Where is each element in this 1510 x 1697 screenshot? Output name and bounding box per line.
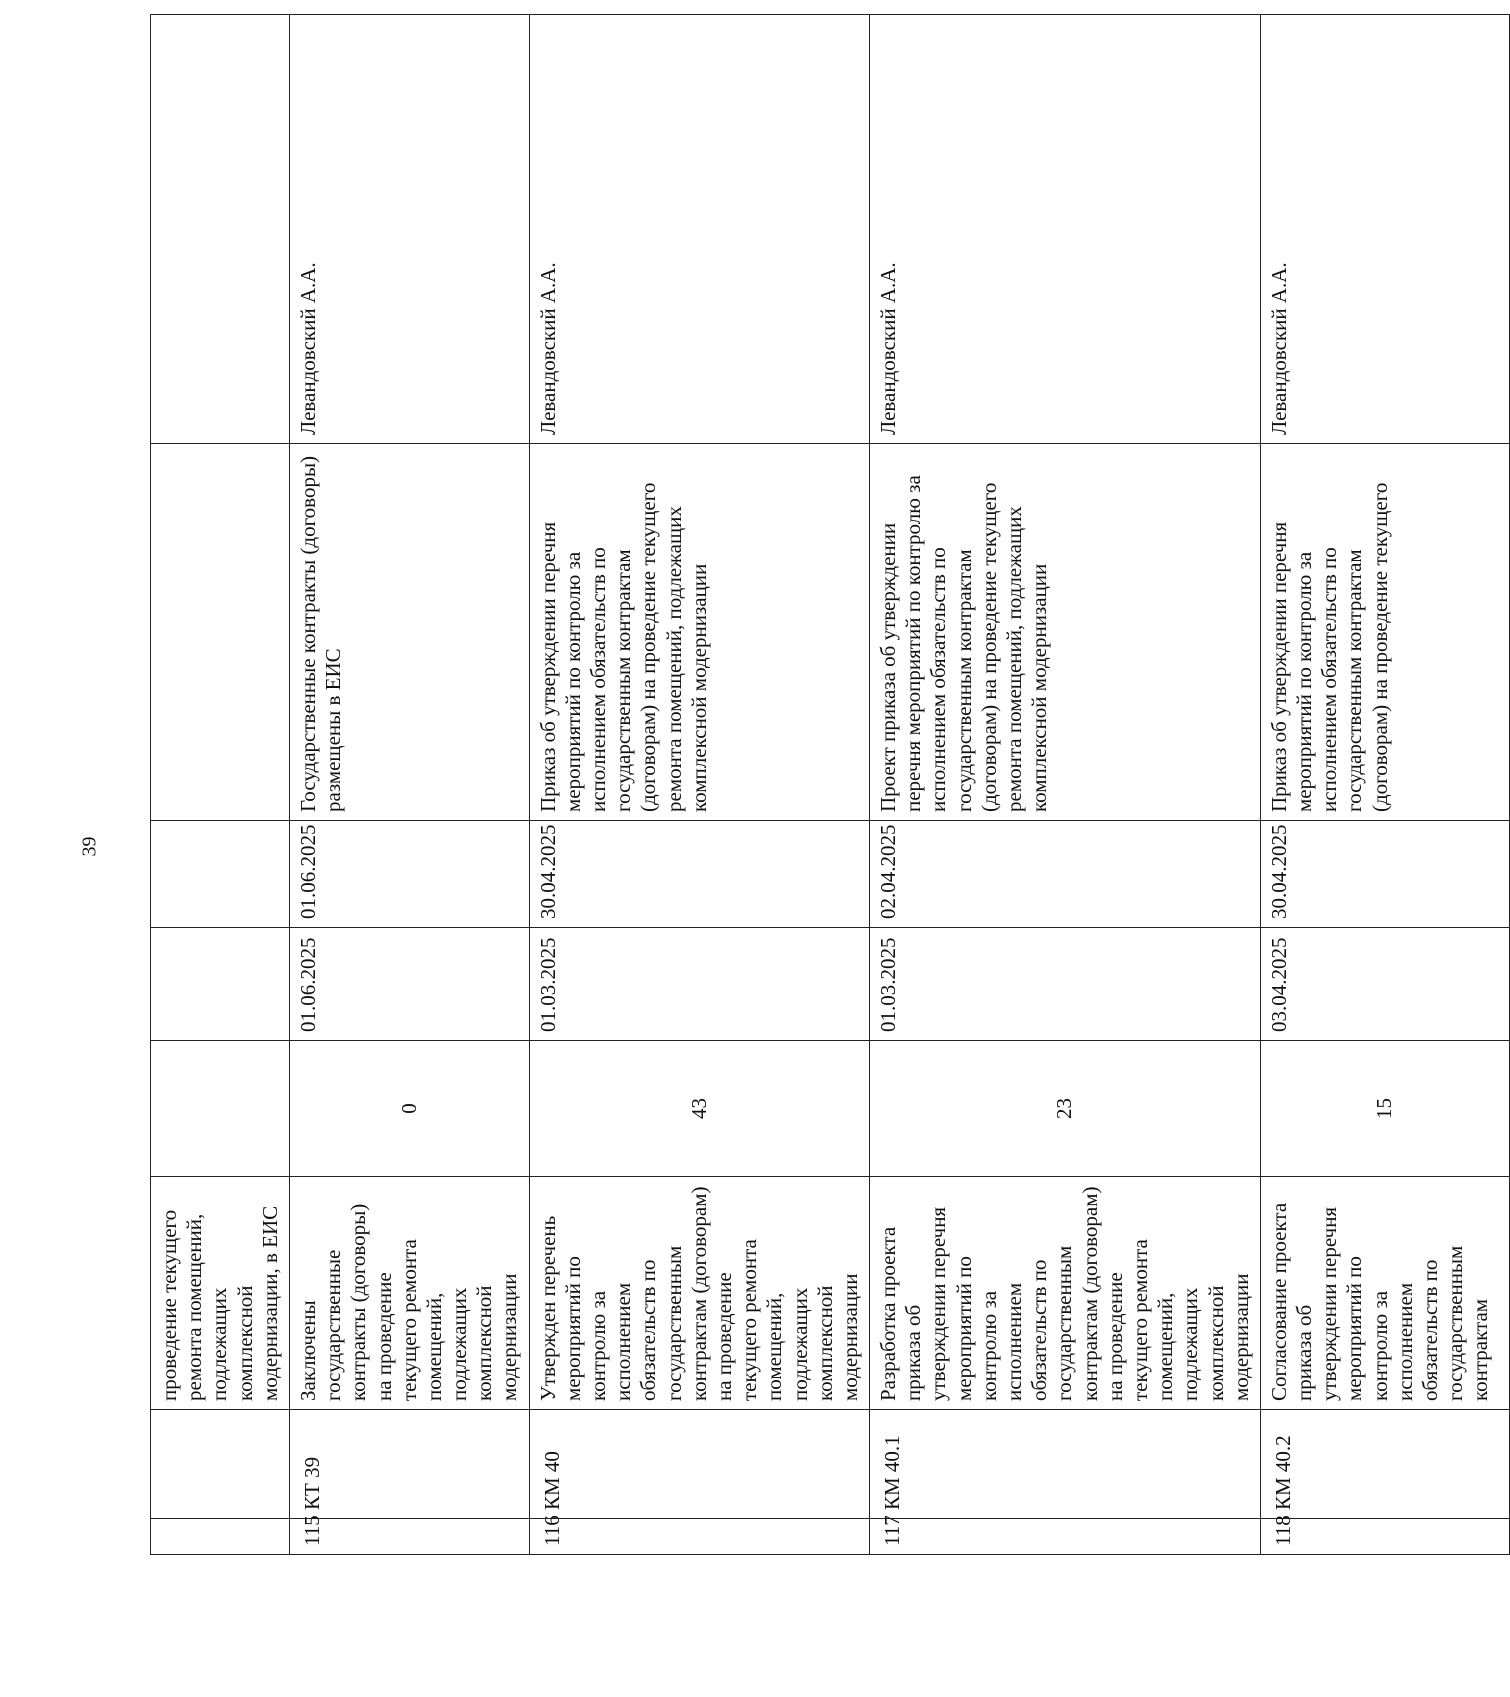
row-number-cell: 115	[289, 1519, 529, 1555]
end-date-cell	[151, 821, 290, 928]
start-date-cell: 01.03.2025	[529, 928, 869, 1041]
duration-cell: 23	[870, 1041, 1261, 1177]
schedule-table	[150, 14, 1510, 1555]
end-date-cell: 02.04.2025	[870, 821, 1261, 928]
table-row	[529, 15, 869, 1555]
event-name-cell: Согласование проекта приказа об утверждении перечня мероприятий по контролю за исполнением обязательств по государственным контрактам	[1260, 1177, 1509, 1410]
event-name-cell: Заключены государственные контракты (договоры) на проведение текущего ремонта помещений, подлежащих комплексной модернизации	[289, 1177, 529, 1410]
milestone-code-cell	[151, 1410, 290, 1519]
milestone-code-cell: КМ 40.1	[870, 1410, 1261, 1519]
end-date-cell: 01.06.2025	[289, 821, 529, 928]
result-cell: Государственные контракты (договоры) размещены в ЕИС	[289, 444, 529, 821]
row-number-cell: 116	[529, 1519, 869, 1555]
responsible-cell: Левандовский А.А.	[1260, 15, 1509, 444]
duration-cell	[151, 1041, 290, 1177]
milestone-code-cell: КМ 40	[529, 1410, 869, 1519]
milestone-code-cell: КМ 40.2	[1260, 1410, 1509, 1519]
row-number-cell: 118	[1260, 1519, 1509, 1555]
responsible-cell: Левандовский А.А.	[289, 15, 529, 444]
event-name-cell: Утвержден перечень мероприятий по контролю за исполнением обязательств по государственным контрактам (договорам) на проведение текущего ремонта помещений, подлежащих комплексной модернизации	[529, 1177, 869, 1410]
rotated-table-container	[150, 15, 1493, 1555]
milestone-code-cell: КТ 39	[289, 1410, 529, 1519]
table-row	[870, 15, 1261, 1555]
table-row	[289, 15, 529, 1555]
responsible-cell: Левандовский А.А.	[529, 15, 869, 444]
end-date-cell: 30.04.2025	[1260, 821, 1509, 928]
start-date-cell: 01.03.2025	[870, 928, 1261, 1041]
event-name-cell: проведение текущего ремонта помещений, подлежащих комплексной модернизации, в ЕИС	[151, 1177, 290, 1410]
start-date-cell: 01.06.2025	[289, 928, 529, 1041]
row-number-cell	[151, 1519, 290, 1555]
duration-cell: 15	[1260, 1041, 1509, 1177]
table-row	[1260, 15, 1509, 1555]
responsible-cell	[151, 15, 290, 444]
responsible-cell: Левандовский А.А.	[870, 15, 1261, 444]
result-cell: Приказ об утверждении перечня мероприятий по контролю за исполнением обязательств по государственным контрактам (договорам) на проведение текущего ремонта помещений, подлежащих комплексной модернизации	[529, 444, 869, 821]
page-number: 39	[78, 836, 101, 857]
end-date-cell: 30.04.2025	[529, 821, 869, 928]
row-number-cell: 117	[870, 1519, 1261, 1555]
event-name-cell: Разработка проекта приказа об утверждении перечня мероприятий по контролю за исполнением обязательств по государственным контрактам (договорам) на проведение текущего ремонта помещений, подлежащих комплексной модернизации	[870, 1177, 1261, 1410]
result-cell	[151, 444, 290, 821]
duration-cell: 0	[289, 1041, 529, 1177]
table-row	[151, 15, 290, 1555]
duration-cell: 43	[529, 1041, 869, 1177]
start-date-cell	[151, 928, 290, 1041]
result-cell: Проект приказа об утверждении перечня мероприятий по контролю за исполнением обязательств по государственным контрактам (договорам) на проведение текущего ремонта помещений, подлежащих комплексной модернизации	[870, 444, 1261, 821]
result-cell: Приказ об утверждении перечня мероприятий по контролю за исполнением обязательств по государственным контрактам (договорам) на проведение текущего	[1260, 444, 1509, 821]
start-date-cell: 03.04.2025	[1260, 928, 1509, 1041]
